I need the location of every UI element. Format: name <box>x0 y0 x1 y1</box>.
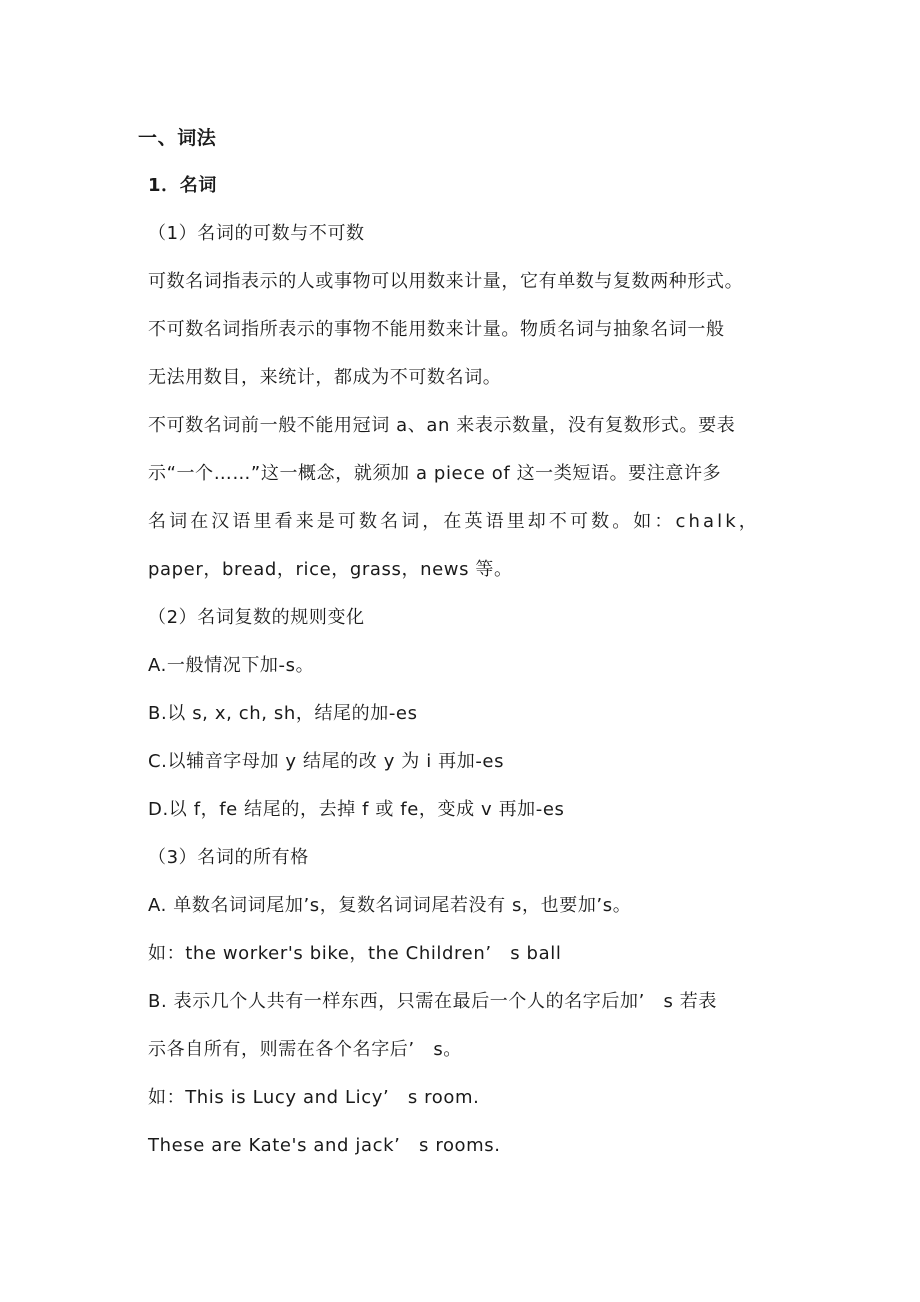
part2-heading: （2）名词复数的规则变化 <box>148 607 365 628</box>
paragraph-line: 名词在汉语里看来是可数名词，在英语里却不可数。如：chalk， <box>148 511 760 532</box>
rule-line: A. 单数名词词尾加’s，复数名词词尾若没有 s，也要加’s。 <box>148 895 632 916</box>
example-line: 如：the worker's bike，the Children’ s ball <box>148 943 562 964</box>
paragraph-line: 无法用数目，来统计，都成为不可数名词。 <box>148 367 502 388</box>
rule-line: B. 表示几个人共有一样东西，只需在最后一个人的名字后加’ s 若表 <box>148 991 718 1012</box>
section-title: 一、词法 <box>138 127 217 149</box>
rule-line: B.以 s, x, ch, sh，结尾的加-es <box>148 703 418 724</box>
example-line: 如：This is Lucy and Licy’ s room. <box>148 1087 480 1108</box>
subsection-title: 1．名词 <box>148 175 217 196</box>
paragraph-line: 不可数名词指所表示的事物不能用数来计量。物质名词与抽象名词一般 <box>148 319 725 340</box>
rule-line: D.以 f，fe 结尾的，去掉 f 或 fe，变成 v 再加-es <box>148 799 565 820</box>
rule-line: A.一般情况下加-s。 <box>148 655 315 676</box>
rule-line: C.以辅音字母加 y 结尾的改 y 为 i 再加-es <box>148 751 505 772</box>
paragraph-line: 不可数名词前一般不能用冠词 a、an 来表示数量，没有复数形式。要表 <box>148 415 736 436</box>
paragraph-line: 示“一个……”这一概念，就须加 a piece of 这一类短语。要注意许多 <box>148 463 722 484</box>
part1-heading: （1）名词的可数与不可数 <box>148 223 365 244</box>
part3-heading: （3）名词的所有格 <box>148 847 309 868</box>
paragraph-line: 可数名词指表示的人或事物可以用数来计量，它有单数与复数两种形式。 <box>148 271 744 292</box>
rule-line: 示各自所有，则需在各个名字后’ s。 <box>148 1039 462 1060</box>
example-line: These are Kate's and jack’ s rooms. <box>148 1135 501 1156</box>
paragraph-line: paper，bread，rice，grass，news 等。 <box>148 559 513 580</box>
